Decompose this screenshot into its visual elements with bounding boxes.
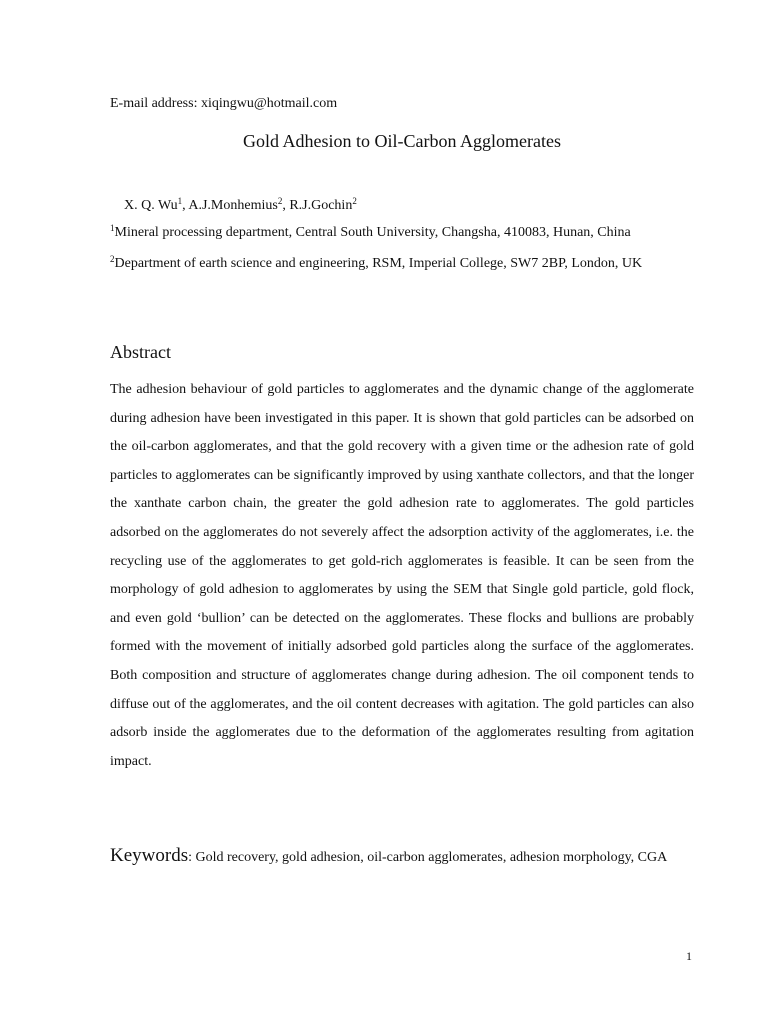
author-list — [124, 196, 357, 216]
keywords-label: Keywords — [110, 845, 189, 866]
affiliation-2 — [110, 250, 694, 278]
author-name: A.J.Monhemius — [188, 198, 278, 213]
author-affiliation-mark: 2 — [352, 196, 357, 206]
author-affiliation-mark: 2 — [277, 196, 283, 206]
paper-title: Gold Adhesion to Oil-Carbon Agglomerates — [243, 131, 561, 151]
affiliation-mark: 1 — [110, 223, 115, 233]
author-separator: , — [182, 198, 189, 213]
abstract-heading: Abstract — [110, 342, 171, 362]
abstract-paragraph: The adhesion behaviour of gold particles to agglomerates and the dynamic change of the agglomerate during adhesion have been investigated in this paper. It is shown that gold particles can be adsorbed on the oil-carbon agglomerates, and that the gold recovery with a given time or the adhesion rate of gold particles to agglomerates can be significantly improved by using xanthate collectors, and that the longer the xanthate carbon chain, the greater the gold adhesion rate to agglomerates. The gold particles adsorbed on the agglomerates do not severely affect the adsorption activity of the agglomerates, i.e. the recycling use of the agglomerates to get gold-rich agglomerates is feasible. It can be seen from the morphology of gold adhesion to agglomerates by using the SEM that Single gold particle, gold flock, and even gold ‘bullion’ can be detected on the agglomerates. These flocks and bullions are probably formed with the movement of initially adsorbed gold particles along the surface of the agglomerates. Both composition and structure of agglomerates change during adhesion. The oil component tends to diffuse out of the agglomerates, and the oil content decreases with agitation. The gold particles can also adsorb inside the agglomerates due to the deformation of the agglomerates resulting from agitation impact. — [110, 382, 694, 769]
author-affiliation-mark: 1 — [177, 196, 183, 206]
author-name: R.J.Gochin — [289, 198, 353, 213]
affiliation-mark: 2 — [110, 254, 115, 264]
affiliation-text: Mineral processing department, Central South University, Changsha, 410083, Hunan, China — [114, 225, 631, 240]
author-separator: , — [282, 198, 290, 213]
keywords-list: : Gold recovery, gold adhesion, oil-carbon agglomerates, adhesion morphology, CGA — [188, 850, 668, 865]
keywords-section — [110, 838, 694, 876]
affiliation-text: Department of earth science and engineering, RSM, Imperial College, SW7 2BP, London, UK — [114, 256, 643, 271]
page-number: 1 — [686, 949, 692, 963]
email-address: E-mail address: xiqingwu@hotmail.com — [110, 96, 338, 111]
affiliation-1 — [110, 223, 631, 243]
author-name: X. Q. Wu — [124, 198, 178, 213]
